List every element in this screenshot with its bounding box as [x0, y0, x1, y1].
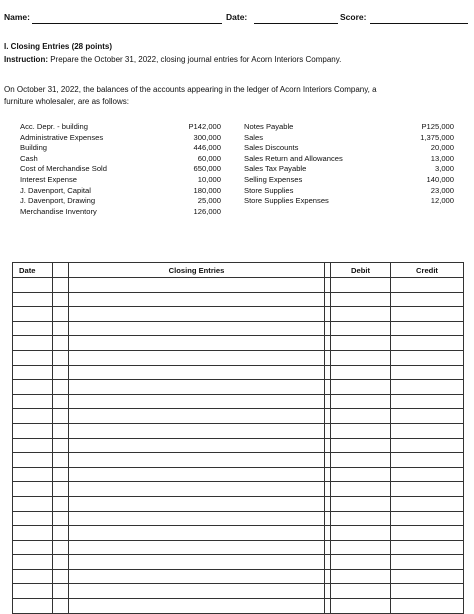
date-cell[interactable]	[13, 584, 53, 599]
journal-row	[13, 350, 464, 365]
debit-cell[interactable]	[331, 599, 391, 614]
entry-cell[interactable]	[69, 569, 325, 584]
day-cell[interactable]	[53, 453, 69, 468]
journal-row	[13, 599, 464, 614]
accounts-right-amounts	[390, 122, 454, 207]
intro-line-2: furniture wholesaler, are as follows:	[4, 97, 129, 106]
journal-row	[13, 423, 464, 438]
account-name: Administrative Expenses	[20, 132, 104, 142]
account-name: Acc. Depr. - building	[20, 122, 88, 131]
date-cell[interactable]	[13, 511, 53, 526]
day-cell[interactable]	[53, 278, 69, 293]
account-amount: 140,000	[426, 174, 454, 184]
credit-cell[interactable]	[391, 482, 464, 497]
day-cell[interactable]	[53, 394, 69, 409]
closing-entries-column-header: Closing Entries	[69, 263, 325, 278]
account-name: Building	[20, 143, 48, 153]
entry-cell[interactable]	[69, 599, 325, 614]
day-cell[interactable]	[53, 496, 69, 511]
journal-row	[13, 307, 464, 322]
debit-cell[interactable]	[331, 307, 391, 322]
account-name: Store Supplies	[244, 185, 294, 195]
entry-cell[interactable]	[69, 380, 325, 395]
day-cell[interactable]	[53, 336, 69, 351]
day-cell[interactable]	[53, 526, 69, 541]
debit-cell[interactable]	[331, 584, 391, 599]
day-cell[interactable]	[53, 321, 69, 336]
intro-line-1: On October 31, 2022, the balances of the accounts appearing in the ledger of Acorn Interiors Company, a	[4, 85, 377, 94]
day-cell[interactable]	[53, 555, 69, 570]
debit-cell[interactable]	[331, 321, 391, 336]
journal-row	[13, 365, 464, 380]
date-label: Date:	[226, 12, 248, 22]
account-amount: 60,000	[197, 153, 221, 163]
account-name: Selling Expenses	[244, 174, 303, 184]
account-amount: 20,000	[430, 143, 454, 153]
day-cell[interactable]	[53, 307, 69, 322]
journal-row	[13, 394, 464, 409]
date-cell[interactable]	[13, 336, 53, 351]
debit-cell[interactable]	[331, 278, 391, 293]
entry-cell[interactable]	[69, 526, 325, 541]
entry-cell[interactable]	[69, 584, 325, 599]
credit-cell[interactable]	[391, 307, 464, 322]
credit-cell[interactable]	[391, 467, 464, 482]
credit-cell[interactable]	[391, 365, 464, 380]
debit-cell[interactable]	[331, 292, 391, 307]
account-amount: P125,000	[421, 122, 454, 131]
entry-cell[interactable]	[69, 394, 325, 409]
entry-cell[interactable]	[69, 409, 325, 424]
credit-cell[interactable]	[391, 321, 464, 336]
score-field[interactable]	[370, 23, 468, 24]
date-cell[interactable]	[13, 380, 53, 395]
account-name: Sales	[244, 132, 263, 142]
date-cell[interactable]	[13, 423, 53, 438]
credit-cell[interactable]	[391, 540, 464, 555]
debit-cell[interactable]	[331, 365, 391, 380]
date-cell[interactable]	[13, 540, 53, 555]
credit-cell[interactable]	[391, 438, 464, 453]
date-cell[interactable]	[13, 438, 53, 453]
entry-cell[interactable]	[69, 336, 325, 351]
date-column-header: Date	[13, 263, 53, 278]
day-cell[interactable]	[53, 350, 69, 365]
credit-cell[interactable]	[391, 380, 464, 395]
account-name: Sales Tax Payable	[244, 164, 307, 174]
entry-cell[interactable]	[69, 423, 325, 438]
debit-cell[interactable]	[331, 423, 391, 438]
credit-cell[interactable]	[391, 569, 464, 584]
entry-cell[interactable]	[69, 307, 325, 322]
day-cell[interactable]	[53, 438, 69, 453]
debit-cell[interactable]	[331, 336, 391, 351]
instruction	[4, 55, 341, 64]
journal-row	[13, 511, 464, 526]
debit-cell[interactable]	[331, 526, 391, 541]
account-name: Sales Return and Allowances	[244, 153, 343, 163]
account-name: Cost of Merchandise Sold	[20, 164, 107, 174]
date-cell[interactable]	[13, 321, 53, 336]
account-amount: P142,000	[188, 122, 221, 131]
day-cell[interactable]	[53, 380, 69, 395]
account-amount: 13,000	[430, 153, 454, 163]
name-field[interactable]	[32, 23, 222, 24]
credit-cell[interactable]	[391, 511, 464, 526]
journal-row	[13, 278, 464, 293]
day-cell[interactable]	[53, 482, 69, 497]
account-amount: 650,000	[193, 164, 221, 174]
date-cell[interactable]	[13, 599, 53, 614]
account-amount: 25,000	[197, 196, 221, 206]
account-amount: 300,000	[193, 132, 221, 142]
journal-header-row	[13, 263, 464, 278]
journal-row	[13, 467, 464, 482]
day-cell[interactable]	[53, 511, 69, 526]
journal-row	[13, 496, 464, 511]
entry-cell[interactable]	[69, 350, 325, 365]
credit-column-header: Credit	[391, 263, 464, 278]
date-cell[interactable]	[13, 496, 53, 511]
debit-cell[interactable]	[331, 350, 391, 365]
entry-cell[interactable]	[69, 292, 325, 307]
day-cell[interactable]	[53, 569, 69, 584]
day-cell[interactable]	[53, 540, 69, 555]
account-name: Cash	[20, 153, 38, 163]
credit-cell[interactable]	[391, 350, 464, 365]
day-cell[interactable]	[53, 292, 69, 307]
credit-cell[interactable]	[391, 453, 464, 468]
date-cell[interactable]	[13, 307, 53, 322]
date-cell[interactable]	[13, 555, 53, 570]
date-cell[interactable]	[13, 292, 53, 307]
account-name: Interest Expense	[20, 174, 77, 184]
intro-paragraph	[4, 84, 470, 108]
account-name: J. Davenport, Capital	[20, 185, 91, 195]
accounts-left-amounts	[160, 122, 221, 217]
date-cell[interactable]	[13, 482, 53, 497]
date-cell[interactable]	[13, 526, 53, 541]
day-cell[interactable]	[53, 584, 69, 599]
account-name: Sales Discounts	[244, 143, 299, 153]
journal-row	[13, 584, 464, 599]
account-amount: 23,000	[430, 185, 454, 195]
entry-cell[interactable]	[69, 321, 325, 336]
header-row	[4, 12, 470, 26]
section-title: I. Closing Entries (28 points)	[4, 42, 113, 51]
journal-row	[13, 555, 464, 570]
journal-row	[13, 526, 464, 541]
credit-cell[interactable]	[391, 584, 464, 599]
journal-row	[13, 438, 464, 453]
journal-row	[13, 453, 464, 468]
date-cell[interactable]	[13, 365, 53, 380]
debit-cell[interactable]	[331, 438, 391, 453]
date-field[interactable]	[254, 23, 338, 24]
accounts-right-names	[244, 122, 394, 207]
instruction-label: Instruction:	[4, 55, 48, 64]
journal-row	[13, 336, 464, 351]
account-amount: 12,000	[430, 196, 454, 206]
date-cell[interactable]	[13, 409, 53, 424]
date-cell[interactable]	[13, 467, 53, 482]
debit-cell[interactable]	[331, 569, 391, 584]
journal-row	[13, 380, 464, 395]
account-name: Merchandise Inventory	[20, 206, 97, 216]
day-cell[interactable]	[53, 409, 69, 424]
entry-cell[interactable]	[69, 482, 325, 497]
debit-cell[interactable]	[331, 540, 391, 555]
debit-cell[interactable]	[331, 555, 391, 570]
day-cell[interactable]	[53, 365, 69, 380]
credit-cell[interactable]	[391, 394, 464, 409]
account-name: Notes Payable	[244, 122, 294, 131]
credit-cell[interactable]	[391, 336, 464, 351]
entry-cell[interactable]	[69, 540, 325, 555]
debit-cell[interactable]	[331, 394, 391, 409]
entry-cell[interactable]	[69, 467, 325, 482]
account-amount: 10,000	[197, 174, 221, 184]
score-label: Score:	[340, 12, 367, 22]
entry-cell[interactable]	[69, 365, 325, 380]
day-cell[interactable]	[53, 599, 69, 614]
journal-body	[13, 278, 464, 614]
date-cell[interactable]	[13, 350, 53, 365]
account-amount: 180,000	[193, 185, 221, 195]
credit-cell[interactable]	[391, 292, 464, 307]
debit-cell[interactable]	[331, 380, 391, 395]
entry-cell[interactable]	[69, 438, 325, 453]
account-name: J. Davenport, Drawing	[20, 196, 96, 206]
entry-cell[interactable]	[69, 511, 325, 526]
entry-cell[interactable]	[69, 453, 325, 468]
debit-cell[interactable]	[331, 467, 391, 482]
journal-row	[13, 321, 464, 336]
account-amount: 446,000	[193, 143, 221, 153]
debit-cell[interactable]	[331, 453, 391, 468]
debit-column-header: Debit	[331, 263, 391, 278]
credit-cell[interactable]	[391, 496, 464, 511]
name-label: Name:	[4, 12, 30, 22]
credit-cell[interactable]	[391, 526, 464, 541]
journal-row	[13, 540, 464, 555]
account-amount: 3,000	[434, 164, 454, 174]
credit-cell[interactable]	[391, 555, 464, 570]
day-column-header	[53, 263, 69, 278]
debit-cell[interactable]	[331, 496, 391, 511]
journal-row	[13, 292, 464, 307]
entry-cell[interactable]	[69, 555, 325, 570]
day-cell[interactable]	[53, 467, 69, 482]
entry-cell[interactable]	[69, 278, 325, 293]
date-cell[interactable]	[13, 569, 53, 584]
account-name: Store Supplies Expenses	[244, 196, 329, 206]
debit-cell[interactable]	[331, 511, 391, 526]
date-cell[interactable]	[13, 278, 53, 293]
journal-row	[13, 409, 464, 424]
credit-cell[interactable]	[391, 409, 464, 424]
account-amount: 1,375,000	[420, 132, 454, 142]
date-cell[interactable]	[13, 394, 53, 409]
instruction-text: Prepare the October 31, 2022, closing journal entries for Acorn Interiors Company.	[48, 55, 342, 64]
day-cell[interactable]	[53, 423, 69, 438]
date-cell[interactable]	[13, 453, 53, 468]
credit-cell[interactable]	[391, 423, 464, 438]
journal-row	[13, 482, 464, 497]
account-amount: 126,000	[193, 206, 221, 216]
debit-cell[interactable]	[331, 409, 391, 424]
credit-cell[interactable]	[391, 278, 464, 293]
debit-cell[interactable]	[331, 482, 391, 497]
journal-table	[12, 262, 464, 614]
accounts-left-names	[20, 122, 170, 217]
credit-cell[interactable]	[391, 599, 464, 614]
journal-row	[13, 569, 464, 584]
entry-cell[interactable]	[69, 496, 325, 511]
